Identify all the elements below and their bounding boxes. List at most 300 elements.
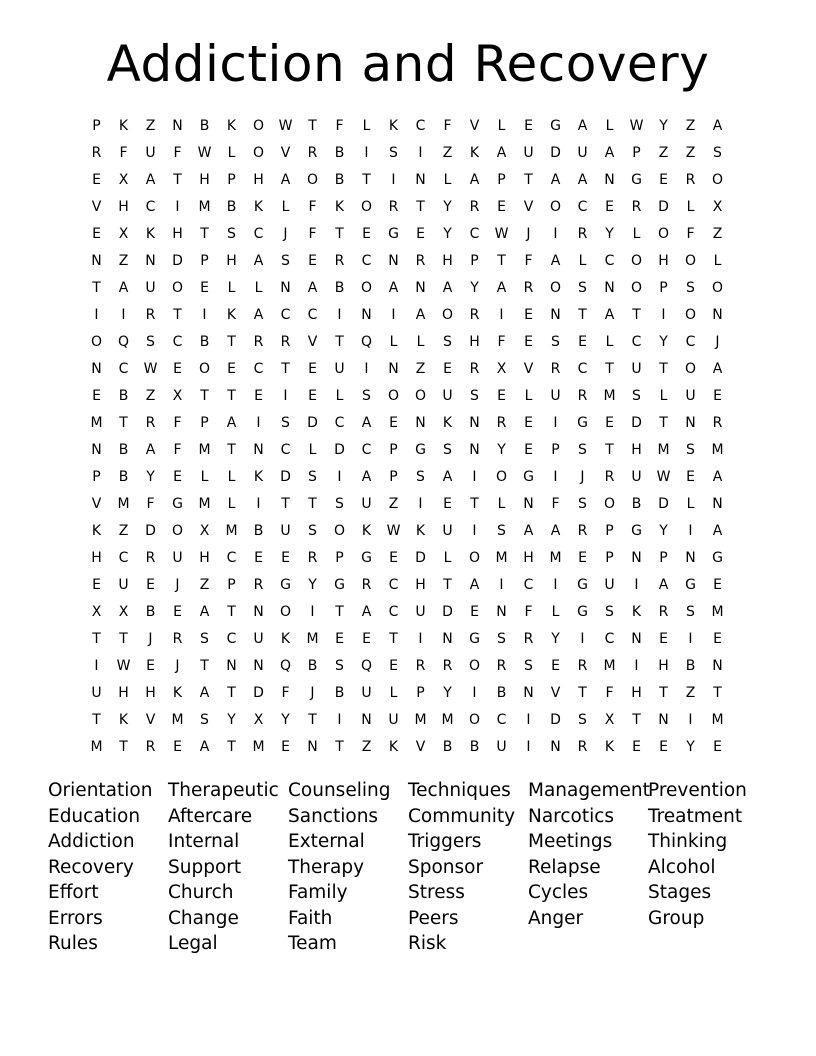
grid-letter: Y	[308, 577, 317, 593]
word-list-item: Treatment	[648, 805, 743, 827]
grid-letter: U	[496, 739, 507, 755]
grid-letter: T	[281, 361, 290, 377]
grid-row	[83, 194, 731, 221]
grid-letter: I	[580, 631, 585, 647]
grid-letter: J	[283, 226, 288, 242]
grid-letter: Y	[470, 280, 479, 296]
grid-letter: D	[334, 442, 345, 458]
grid-letter: H	[469, 334, 480, 350]
grid-letter: A	[712, 361, 723, 377]
grid-letter: I	[418, 145, 423, 161]
grid-letter: N	[604, 280, 615, 296]
grid-letter: G	[415, 442, 426, 458]
grid-letter: I	[688, 712, 693, 728]
grid-letter: E	[497, 199, 506, 215]
word-list-item: Faith	[288, 907, 333, 929]
grid-letter: E	[308, 388, 317, 404]
grid-letter: I	[391, 307, 396, 323]
grid-letter: I	[121, 307, 126, 323]
grid-letter: Y	[443, 685, 452, 701]
word-list-item: Support	[168, 856, 242, 878]
grid-letter: T	[605, 361, 614, 377]
grid-letter: N	[91, 442, 102, 458]
grid-letter: I	[310, 604, 315, 620]
letter-grid	[83, 113, 731, 761]
grid-letter: L	[416, 334, 425, 350]
grid-letter: Z	[118, 253, 129, 269]
grid-letter: Z	[361, 739, 372, 755]
grid-row	[83, 275, 731, 302]
grid-letter: P	[605, 550, 614, 566]
grid-letter: T	[281, 496, 290, 512]
grid-letter: C	[496, 712, 507, 728]
grid-letter: K	[226, 118, 237, 134]
grid-letter: A	[550, 253, 561, 269]
word-list-item: Team	[288, 933, 337, 954]
grid-letter: M	[711, 712, 724, 728]
grid-letter: U	[388, 712, 399, 728]
grid-letter: V	[469, 118, 480, 134]
grid-letter: L	[308, 442, 317, 458]
grid-letter: U	[415, 604, 426, 620]
grid-letter: R	[469, 361, 480, 377]
grid-letter: E	[659, 739, 668, 755]
grid-letter: U	[361, 496, 372, 512]
grid-letter: N	[307, 739, 318, 755]
grid-letter: U	[631, 469, 642, 485]
grid-letter: D	[442, 604, 453, 620]
grid-letter: S	[308, 469, 317, 485]
grid-letter: W	[386, 523, 401, 539]
grid-letter: F	[497, 334, 506, 350]
grid-letter: T	[578, 307, 587, 323]
grid-letter: V	[145, 712, 156, 728]
grid-letter: C	[280, 307, 291, 323]
grid-letter: U	[145, 280, 156, 296]
grid-letter: S	[497, 631, 506, 647]
grid-letter: R	[469, 307, 480, 323]
grid-letter: N	[361, 712, 372, 728]
grid-letter: U	[631, 361, 642, 377]
grid-letter: R	[415, 658, 426, 674]
word-list-item: Errors	[48, 907, 103, 929]
grid-letter: A	[226, 415, 237, 431]
grid-letter: T	[335, 604, 344, 620]
grid-letter: S	[497, 523, 506, 539]
grid-letter: S	[524, 658, 533, 674]
grid-letter: L	[281, 199, 290, 215]
grid-letter: I	[364, 145, 369, 161]
grid-letter: H	[91, 550, 102, 566]
grid-letter: M	[171, 712, 184, 728]
grid-letter: M	[225, 523, 238, 539]
grid-letter: K	[172, 685, 183, 701]
grid-letter: A	[712, 118, 723, 134]
grid-letter: P	[497, 172, 506, 188]
grid-letter: E	[713, 577, 722, 593]
grid-letter: H	[523, 550, 534, 566]
grid-row	[83, 437, 731, 464]
grid-letter: O	[684, 307, 697, 323]
grid-letter: B	[199, 118, 210, 134]
grid-letter: D	[550, 145, 561, 161]
grid-letter: S	[308, 523, 317, 539]
grid-letter: E	[443, 361, 452, 377]
grid-letter: F	[524, 604, 533, 620]
grid-letter: C	[388, 577, 399, 593]
grid-letter: A	[361, 469, 372, 485]
grid-letter: N	[469, 415, 480, 431]
grid-letter: G	[577, 577, 588, 593]
grid-letter: C	[253, 361, 264, 377]
grid-letter: E	[173, 739, 182, 755]
grid-letter: M	[603, 388, 616, 404]
grid-letter: A	[604, 145, 615, 161]
grid-letter: M	[657, 442, 670, 458]
grid-letter: E	[281, 739, 290, 755]
grid-letter: I	[337, 712, 342, 728]
grid-letter: R	[523, 631, 534, 647]
grid-letter: X	[199, 523, 210, 539]
word-list-item: Rules	[48, 933, 98, 954]
grid-letter: O	[684, 253, 697, 269]
grid-letter: E	[605, 199, 614, 215]
grid-letter: N	[685, 415, 696, 431]
grid-letter: T	[92, 631, 101, 647]
grid-letter: L	[632, 226, 641, 242]
grid-row	[83, 410, 731, 437]
grid-letter: J	[715, 334, 720, 350]
grid-letter: S	[443, 334, 452, 350]
grid-letter: C	[118, 550, 129, 566]
grid-letter: A	[550, 172, 561, 188]
grid-letter: Q	[360, 658, 373, 674]
word-list-item: Change	[168, 907, 239, 929]
grid-letter: D	[253, 685, 264, 701]
grid-letter: F	[173, 415, 182, 431]
grid-letter: R	[577, 739, 588, 755]
grid-letter: G	[577, 415, 588, 431]
grid-letter: M	[711, 442, 724, 458]
grid-letter: H	[118, 199, 129, 215]
grid-letter: U	[172, 550, 183, 566]
grid-letter: P	[200, 253, 209, 269]
grid-letter: O	[252, 145, 265, 161]
grid-letter: O	[279, 604, 292, 620]
grid-letter: B	[199, 334, 210, 350]
grid-letter: F	[551, 496, 560, 512]
grid-letter: O	[684, 361, 697, 377]
grid-letter: R	[496, 658, 507, 674]
grid-letter: K	[145, 226, 156, 242]
grid-letter: P	[335, 550, 344, 566]
grid-letter: O	[630, 253, 643, 269]
grid-letter: Y	[605, 226, 614, 242]
grid-letter: Q	[279, 658, 292, 674]
grid-letter: T	[173, 307, 182, 323]
grid-letter: R	[577, 658, 588, 674]
grid-letter: C	[604, 253, 615, 269]
grid-letter: O	[387, 388, 400, 404]
grid-letter: O	[414, 388, 427, 404]
grid-letter: G	[523, 469, 534, 485]
grid-letter: R	[307, 145, 318, 161]
grid-letter: V	[307, 334, 318, 350]
grid-letter: B	[631, 496, 642, 512]
grid-letter: M	[603, 658, 616, 674]
grid-letter: K	[361, 523, 372, 539]
grid-letter: Z	[685, 145, 696, 161]
grid-letter: J	[580, 469, 585, 485]
grid-letter: I	[256, 496, 261, 512]
grid-letter: I	[553, 577, 558, 593]
grid-letter: K	[280, 631, 291, 647]
grid-letter: A	[442, 280, 453, 296]
grid-letter: L	[605, 118, 614, 134]
grid-letter: A	[415, 307, 426, 323]
grid-letter: I	[337, 307, 342, 323]
grid-letter: U	[442, 523, 453, 539]
grid-letter: M	[495, 550, 508, 566]
grid-letter: R	[145, 739, 156, 755]
grid-letter: B	[685, 658, 696, 674]
grid-letter: C	[226, 550, 237, 566]
grid-letter: V	[91, 199, 102, 215]
grid-row	[83, 356, 731, 383]
grid-row	[83, 167, 731, 194]
grid-letter: U	[604, 577, 615, 593]
grid-letter: E	[605, 415, 614, 431]
grid-letter: N	[226, 658, 237, 674]
grid-letter: I	[553, 415, 558, 431]
grid-letter: I	[472, 469, 477, 485]
grid-letter: Y	[281, 712, 290, 728]
grid-letter: D	[280, 469, 291, 485]
grid-letter: L	[443, 172, 452, 188]
grid-letter: S	[686, 442, 695, 458]
grid-letter: E	[173, 469, 182, 485]
grid-letter: A	[442, 469, 453, 485]
grid-letter: R	[712, 415, 723, 431]
grid-letter: S	[200, 631, 209, 647]
grid-letter: I	[202, 307, 207, 323]
grid-letter: M	[252, 739, 265, 755]
grid-row	[83, 302, 731, 329]
grid-letter: G	[172, 496, 183, 512]
word-list-item: Aftercare	[168, 805, 253, 827]
grid-letter: M	[198, 199, 211, 215]
grid-letter: H	[118, 685, 129, 701]
grid-letter: T	[389, 631, 398, 647]
grid-letter: T	[335, 739, 344, 755]
grid-letter: T	[443, 577, 452, 593]
grid-letter: R	[172, 631, 183, 647]
grid-letter: M	[441, 712, 454, 728]
grid-letter: A	[307, 280, 318, 296]
grid-letter: L	[362, 118, 371, 134]
grid-letter: T	[119, 415, 128, 431]
grid-letter: C	[469, 226, 480, 242]
grid-letter: E	[173, 604, 182, 620]
grid-letter: K	[91, 523, 102, 539]
grid-letter: E	[524, 415, 533, 431]
grid-letter: G	[712, 550, 723, 566]
grid-letter: C	[172, 334, 183, 350]
grid-letter: L	[227, 145, 236, 161]
grid-letter: B	[496, 685, 507, 701]
grid-letter: B	[442, 739, 453, 755]
grid-letter: E	[92, 577, 101, 593]
grid-letter: A	[658, 577, 669, 593]
grid-letter: R	[334, 253, 345, 269]
grid-letter: F	[119, 145, 128, 161]
grid-letter: S	[578, 442, 587, 458]
grid-letter: R	[604, 469, 615, 485]
grid-letter: L	[551, 604, 560, 620]
grid-letter: L	[578, 253, 587, 269]
grid-letter: Z	[145, 118, 156, 134]
grid-letter: W	[629, 118, 644, 134]
grid-letter: G	[469, 631, 480, 647]
grid-letter: A	[280, 172, 291, 188]
grid-letter: I	[472, 523, 477, 539]
word-column	[528, 778, 648, 931]
grid-letter: K	[253, 199, 264, 215]
grid-letter: N	[604, 172, 615, 188]
grid-letter: D	[172, 253, 183, 269]
grid-letter: L	[227, 469, 236, 485]
grid-letter: S	[281, 253, 290, 269]
grid-letter: A	[253, 307, 264, 323]
grid-letter: L	[335, 388, 344, 404]
grid-letter: U	[577, 145, 588, 161]
grid-letter: W	[278, 118, 293, 134]
grid-letter: C	[415, 118, 426, 134]
grid-letter: U	[253, 631, 264, 647]
grid-letter: P	[470, 253, 479, 269]
grid-row	[83, 626, 731, 653]
grid-letter: E	[335, 631, 344, 647]
grid-letter: U	[334, 361, 345, 377]
grid-letter: G	[388, 226, 399, 242]
grid-letter: E	[524, 118, 533, 134]
grid-letter: T	[470, 496, 479, 512]
grid-letter: E	[308, 361, 317, 377]
grid-letter: E	[551, 658, 560, 674]
grid-letter: O	[333, 523, 346, 539]
puzzle-title: Addiction and Recovery	[106, 35, 710, 93]
grid-letter: O	[360, 280, 373, 296]
grid-letter: X	[712, 199, 723, 215]
grid-letter: M	[711, 604, 724, 620]
grid-letter: E	[227, 361, 236, 377]
grid-letter: E	[524, 307, 533, 323]
grid-letter: E	[632, 739, 641, 755]
grid-letter: A	[577, 172, 588, 188]
grid-row	[83, 329, 731, 356]
grid-letter: J	[175, 658, 180, 674]
grid-letter: L	[659, 388, 668, 404]
grid-letter: N	[91, 361, 102, 377]
grid-row	[83, 464, 731, 491]
grid-letter: I	[337, 469, 342, 485]
grid-letter: U	[118, 577, 129, 593]
grid-letter: N	[496, 604, 507, 620]
grid-letter: C	[226, 631, 237, 647]
grid-letter: T	[227, 334, 236, 350]
grid-letter: N	[712, 307, 723, 323]
grid-letter: R	[631, 199, 642, 215]
grid-letter: R	[361, 577, 372, 593]
word-column	[648, 778, 768, 931]
grid-letter: I	[94, 658, 99, 674]
grid-letter: O	[468, 712, 481, 728]
grid-letter: G	[361, 550, 372, 566]
grid-letter: H	[442, 253, 453, 269]
grid-letter: R	[415, 253, 426, 269]
grid-letter: I	[283, 388, 288, 404]
grid-letter: Z	[118, 523, 129, 539]
word-list-item: Church	[168, 882, 234, 903]
grid-letter: C	[577, 361, 588, 377]
word-list-item: Stress	[408, 882, 465, 903]
grid-letter: O	[468, 658, 481, 674]
grid-letter: E	[389, 658, 398, 674]
grid-letter: H	[199, 172, 210, 188]
grid-letter: N	[253, 658, 264, 674]
grid-letter: N	[361, 307, 372, 323]
grid-letter: R	[145, 550, 156, 566]
word-list-item: Narcotics	[528, 805, 615, 827]
grid-letter: T	[497, 253, 506, 269]
word-list-item: Counseling	[288, 780, 391, 801]
grid-letter: O	[171, 280, 184, 296]
grid-letter: T	[227, 739, 236, 755]
grid-letter: Y	[659, 118, 668, 134]
word-list-item: Peers	[408, 907, 459, 929]
grid-letter: T	[335, 226, 344, 242]
grid-letter: E	[713, 739, 722, 755]
grid-letter: R	[253, 334, 264, 350]
grid-letter: T	[200, 658, 209, 674]
grid-letter: X	[118, 226, 129, 242]
grid-letter: N	[523, 685, 534, 701]
grid-letter: R	[442, 658, 453, 674]
grid-letter: E	[578, 334, 587, 350]
grid-letter: L	[605, 334, 614, 350]
grid-letter: A	[145, 172, 156, 188]
grid-row	[83, 113, 731, 140]
grid-letter: Y	[659, 334, 668, 350]
grid-letter: F	[686, 226, 695, 242]
grid-letter: O	[711, 280, 724, 296]
grid-letter: I	[175, 199, 180, 215]
grid-letter: B	[118, 469, 129, 485]
grid-letter: E	[362, 226, 371, 242]
grid-letter: F	[173, 442, 182, 458]
grid-letter: K	[118, 712, 129, 728]
grid-letter: M	[306, 631, 319, 647]
grid-letter: L	[443, 550, 452, 566]
grid-letter: T	[227, 388, 236, 404]
grid-letter: E	[713, 631, 722, 647]
grid-letter: T	[632, 712, 641, 728]
grid-row	[83, 248, 731, 275]
grid-letter: S	[551, 334, 560, 350]
grid-letter: M	[198, 442, 211, 458]
grid-letter: L	[389, 685, 398, 701]
grid-letter: H	[658, 658, 669, 674]
